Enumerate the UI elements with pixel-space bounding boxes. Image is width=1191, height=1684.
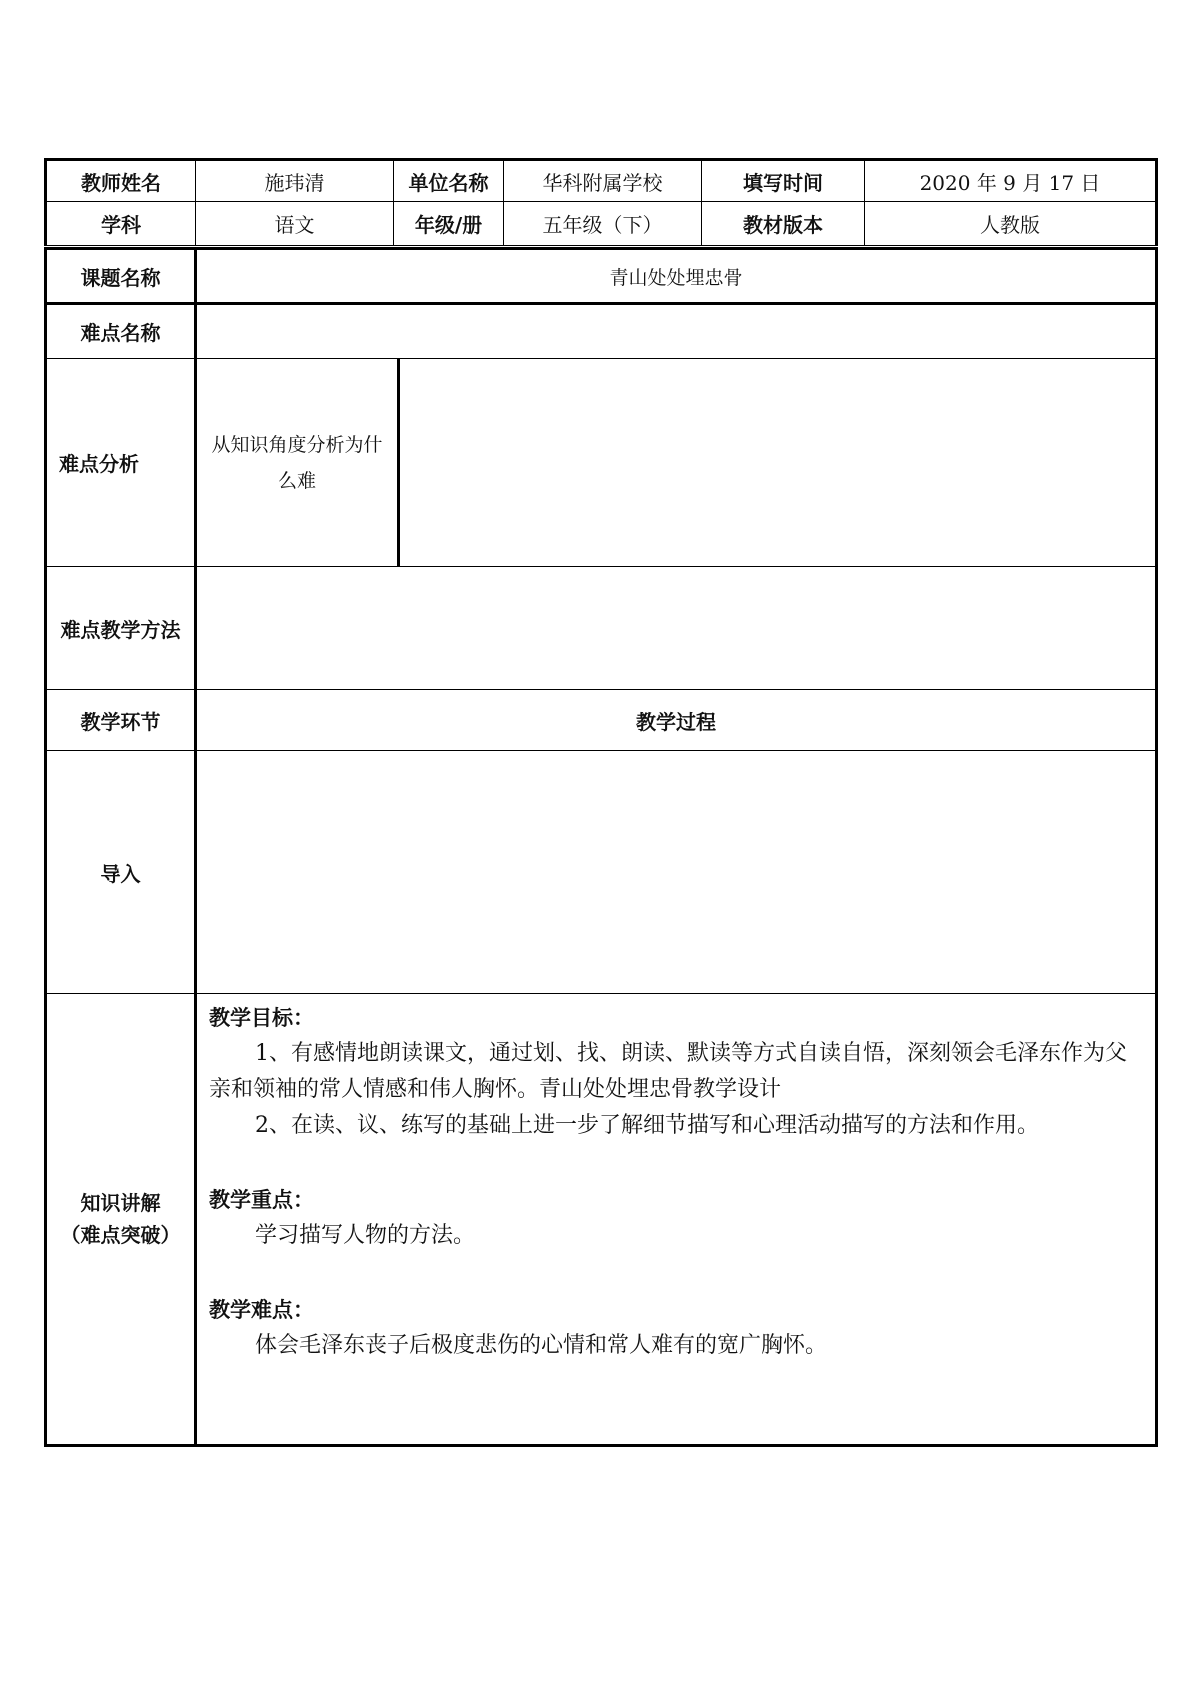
grade-label: 年级/册	[394, 202, 504, 246]
key-item-1: 学习描写人物的方法。	[255, 1223, 476, 1248]
teacher-name-label: 教师姓名	[46, 160, 196, 202]
edition-value[interactable]: 人教版	[865, 202, 1157, 246]
intro-label: 导入	[46, 751, 196, 994]
key-heading: 教学重点：	[209, 1188, 314, 1212]
goal-heading: 教学目标：	[209, 1006, 314, 1030]
difficulty-name-value[interactable]	[196, 304, 1157, 359]
fill-date-value[interactable]: 2020 年 9 月 17 日	[865, 160, 1157, 202]
spacer	[209, 1144, 1141, 1182]
subject-value[interactable]: 语文	[196, 202, 394, 246]
teacher-name-value[interactable]: 施玮清	[196, 160, 394, 202]
unit-name-label: 单位名称	[394, 160, 504, 202]
knowledge-label-line1: 知识讲解	[80, 1191, 161, 1215]
unit-name-value[interactable]: 华科附属学校	[504, 160, 702, 202]
spacer	[209, 1254, 1141, 1292]
goal-item-2: 2、在读、议、练写的基础上进一步了解细节描写和心理活动描写的方法和作用。	[255, 1113, 1039, 1138]
intro-value[interactable]	[196, 751, 1157, 994]
method-value[interactable]	[196, 567, 1157, 690]
topic-label: 课题名称	[46, 249, 196, 304]
main-table	[44, 247, 1158, 1447]
process-label: 教学过程	[196, 690, 1157, 751]
knowledge-label	[46, 994, 196, 1446]
header-table	[44, 158, 1158, 246]
method-label: 难点教学方法	[46, 567, 196, 690]
knowledge-content[interactable]	[196, 994, 1157, 1446]
grade-value[interactable]: 五年级（下）	[504, 202, 702, 246]
analysis-label: 难点分析	[46, 359, 196, 567]
goal-item-1: 1、有感情地朗读课文，通过划、找、朗读、默读等方式自读自悟，深刻领会毛泽东作为父亲和领袖的常人情感和伟人胸怀。青山处处埋忠骨教学设计	[209, 1041, 1128, 1102]
knowledge-label-line2: （难点突破）	[60, 1223, 181, 1247]
analysis-value[interactable]	[399, 359, 1157, 567]
analysis-sub-cell	[196, 359, 399, 567]
difficulty-heading: 教学难点：	[209, 1298, 314, 1322]
fill-date-label: 填写时间	[702, 160, 865, 202]
topic-value[interactable]: 青山处处埋忠骨	[196, 249, 1157, 304]
difficulty-name-label: 难点名称	[46, 304, 196, 359]
edition-label: 教材版本	[702, 202, 865, 246]
subject-label: 学科	[46, 202, 196, 246]
analysis-sub-label: 从知识角度分析为什么难	[211, 433, 383, 492]
difficulty-item-1: 体会毛泽东丧子后极度悲伤的心情和常人难有的宽广胸怀。	[255, 1333, 828, 1358]
stage-label: 教学环节	[46, 690, 196, 751]
